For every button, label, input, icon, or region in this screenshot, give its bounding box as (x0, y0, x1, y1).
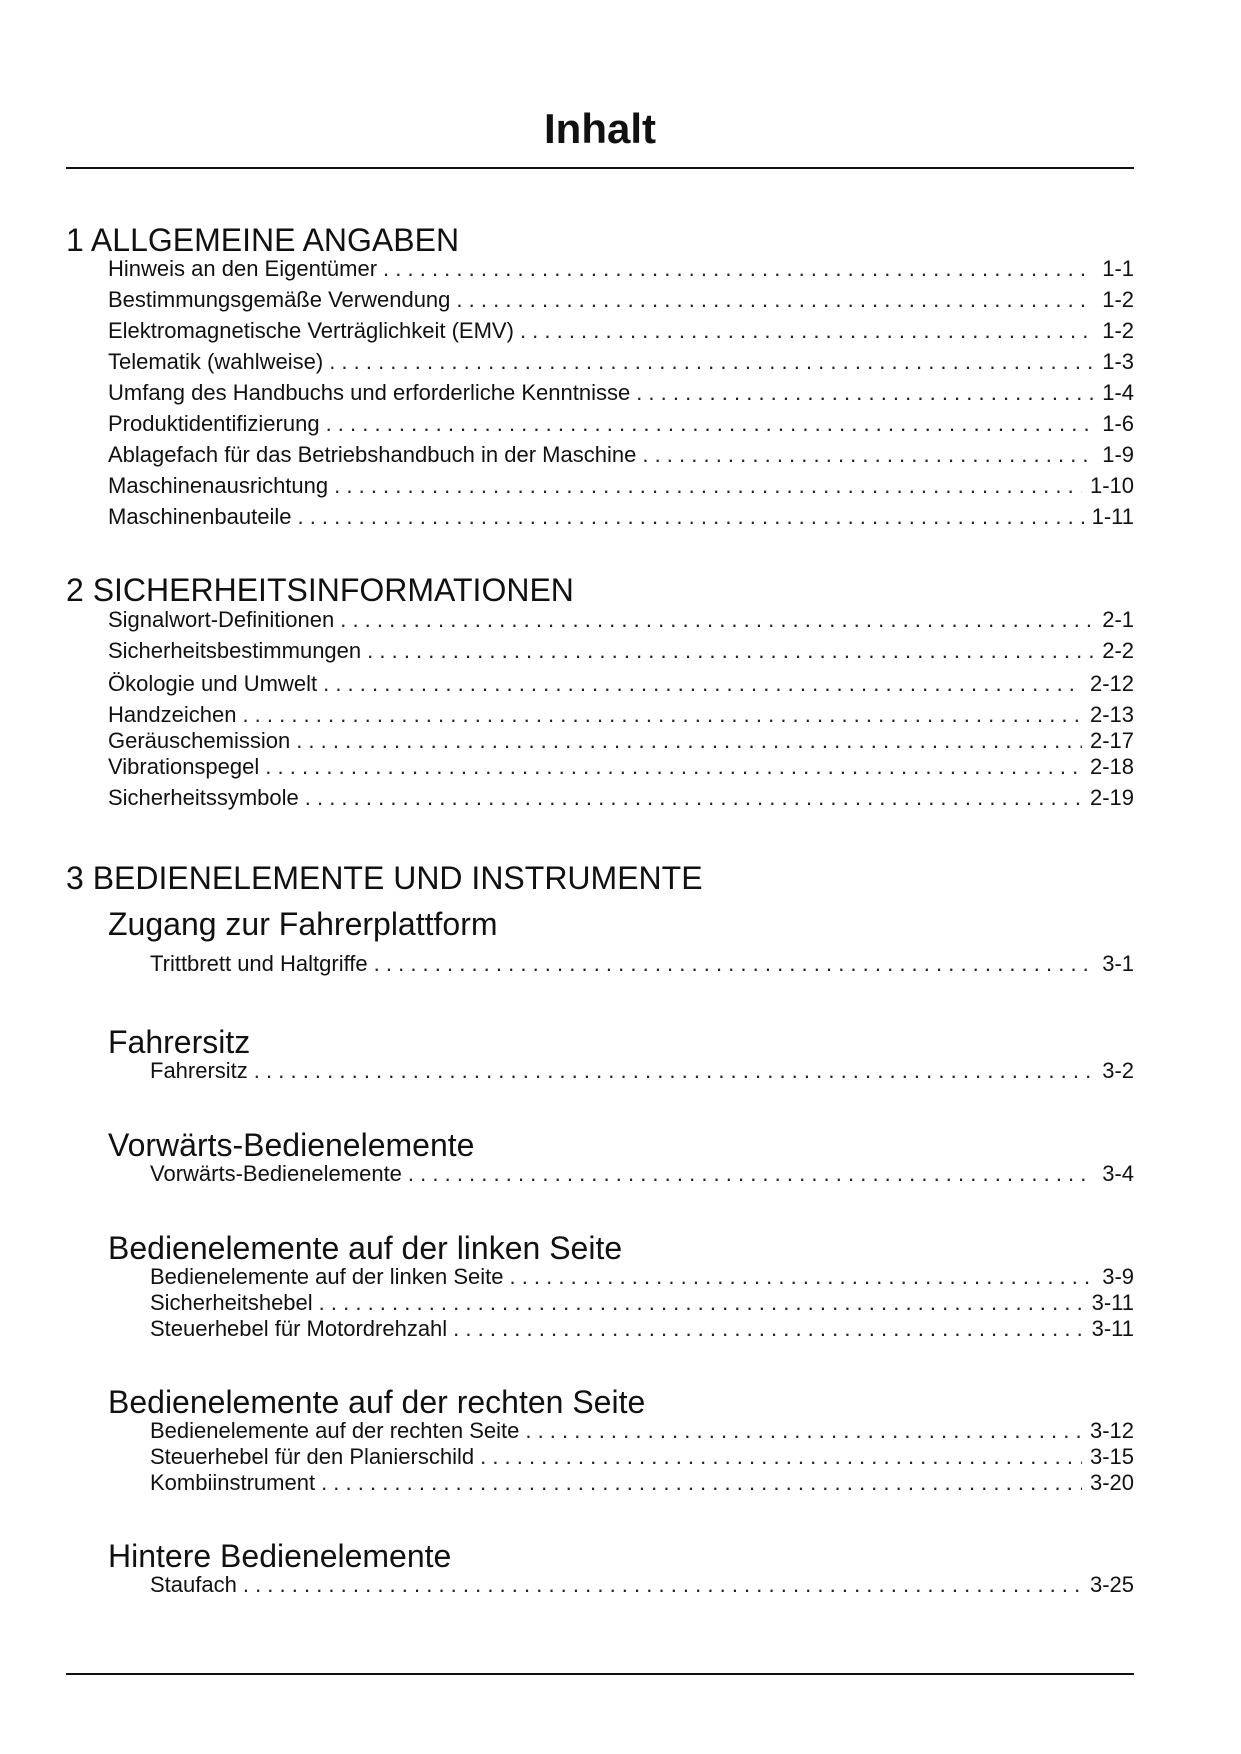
toc-entry[interactable] (108, 287, 1134, 313)
toc-entry[interactable] (108, 256, 1134, 282)
toc-entry-label: Geräuschemission (108, 728, 291, 753)
toc-entry[interactable] (108, 473, 1134, 499)
dot-leader (319, 1290, 1084, 1316)
toc-entry-label: Handzeichen (108, 702, 237, 727)
toc-entry-page: 2-1 (1102, 607, 1134, 632)
toc-entry-label: Ökologie und Umwelt (108, 671, 318, 696)
toc-entry-label: Bedienelemente auf der linken Seite (150, 1264, 504, 1289)
toc-entry-label: Sicherheitsbestimmungen (108, 638, 362, 663)
toc-entry-page: 1-2 (1102, 318, 1134, 343)
toc-entry[interactable] (150, 1316, 1134, 1342)
toc-entry-label: Staufach (150, 1572, 237, 1597)
toc-entry[interactable] (108, 671, 1134, 697)
toc-entry-page: 3-11 (1091, 1316, 1134, 1341)
toc-entry-label: Kombiinstrument (150, 1470, 316, 1495)
toc-entry-label: Bedienelemente auf der rechten Seite (150, 1418, 520, 1443)
dot-leader (525, 1418, 1082, 1444)
toc-entry[interactable] (150, 1470, 1134, 1496)
dot-leader (326, 411, 1095, 437)
top-divider (66, 167, 1134, 169)
dot-leader (520, 318, 1094, 344)
toc-entry-page: 2-13 (1089, 702, 1134, 727)
toc-entry-label: Telematik (wahlweise) (108, 349, 324, 374)
toc-entry-page: 2-2 (1102, 638, 1134, 663)
toc-entry[interactable] (150, 1161, 1134, 1187)
toc-entry[interactable] (150, 951, 1134, 977)
toc-entry-label: Bestimmungsgemäße Verwendung (108, 287, 451, 312)
dot-leader (243, 1572, 1082, 1598)
dot-leader (329, 349, 1094, 375)
toc-entry-label: Vibrationspegel (108, 754, 260, 779)
toc-entry-page: 2-12 (1089, 671, 1134, 696)
dot-leader (453, 1316, 1083, 1342)
toc-entry-label: Fahrersitz (150, 1058, 248, 1083)
toc-entry-label: Elektromagnetische Verträglichkeit (EMV) (108, 318, 514, 343)
dot-leader (642, 442, 1094, 468)
toc-entry-page: 3-1 (1102, 951, 1134, 976)
toc-entry[interactable] (108, 785, 1134, 811)
dot-leader (323, 671, 1082, 697)
toc-entry[interactable] (108, 504, 1134, 530)
toc-entry-label: Vorwärts-Bedienelemente (150, 1161, 402, 1186)
toc-entry[interactable] (150, 1058, 1134, 1084)
toc-entry-page: 2-17 (1089, 728, 1134, 753)
toc-entry-label: Ablagefach für das Betriebshandbuch in der Maschine (108, 442, 637, 467)
toc-entry-label: Maschinenbauteile (108, 504, 292, 529)
toc-entry-page: 3-4 (1102, 1161, 1134, 1186)
toc-entry-label: Sicherheitssymbole (108, 785, 299, 810)
toc-entry[interactable] (108, 638, 1134, 664)
toc-entry-page: 3-12 (1089, 1418, 1134, 1443)
dot-leader (297, 504, 1083, 530)
toc-entry-page: 1-3 (1102, 349, 1134, 374)
dot-leader (242, 702, 1082, 728)
toc-entry-label: Umfang des Handbuchs und erforderliche Kenntnisse (108, 380, 631, 405)
bottom-divider (66, 1673, 1134, 1675)
dot-leader (296, 728, 1082, 754)
section-heading: Bedienelemente auf der linken Seite (108, 1230, 623, 1266)
toc-entry-label: Maschinenausrichtung (108, 473, 329, 498)
section-heading: Zugang zur Fahrerplattform (108, 906, 498, 942)
dot-leader (340, 607, 1094, 633)
toc-entry-label: Hinweis an den Eigentümer (108, 256, 378, 281)
toc-entry[interactable] (108, 728, 1134, 754)
toc-entry[interactable] (108, 702, 1134, 728)
toc-entry-label: Produktidentifizierung (108, 411, 320, 436)
toc-entry-label: Steuerhebel für Motordrehzahl (150, 1316, 448, 1341)
toc-entry-page: 1-1 (1102, 256, 1134, 281)
toc-entry[interactable] (150, 1264, 1134, 1290)
toc-entry[interactable] (150, 1444, 1134, 1470)
chapter-heading-1: 1 ALLGEMEINE ANGABEN (66, 222, 460, 258)
section-heading: Vorwärts-Bedienelemente (108, 1127, 475, 1163)
toc-entry-page: 3-2 (1102, 1058, 1134, 1083)
toc-entry-page: 3-9 (1102, 1264, 1134, 1289)
toc-entry-page: 1-10 (1089, 473, 1134, 498)
toc-entry-page: 3-15 (1089, 1444, 1134, 1469)
dot-leader (456, 287, 1094, 313)
toc-entry-label: Trittbrett und Haltgriffe (150, 951, 368, 976)
toc-entry-label: Steuerhebel für den Planierschild (150, 1444, 475, 1469)
toc-entry-page: 3-11 (1091, 1290, 1134, 1315)
section-heading: Fahrersitz (108, 1024, 251, 1060)
chapter-heading-2: 2 SICHERHEITSINFORMATIONEN (66, 572, 574, 608)
dot-leader (636, 380, 1094, 406)
toc-entry-label: Sicherheitshebel (150, 1290, 313, 1315)
toc-entry-page: 2-19 (1089, 785, 1134, 810)
toc-entry-page: 1-6 (1102, 411, 1134, 436)
dot-leader (480, 1444, 1082, 1470)
chapter-heading-3: 3 BEDIENELEMENTE UND INSTRUMENTE (66, 860, 703, 896)
toc-entry[interactable] (108, 607, 1134, 633)
toc-entry[interactable] (150, 1290, 1134, 1316)
toc-entry-label: Signalwort-Definitionen (108, 607, 335, 632)
toc-entry-page: 1-2 (1102, 287, 1134, 312)
dot-leader (408, 1161, 1094, 1187)
toc-entry-page: 3-25 (1089, 1572, 1134, 1597)
toc-entry[interactable] (150, 1572, 1134, 1598)
dot-leader (367, 638, 1094, 664)
toc-entry-page: 1-4 (1102, 380, 1134, 405)
toc-entry[interactable] (108, 318, 1134, 344)
dot-leader (321, 1470, 1082, 1496)
dot-leader (265, 754, 1082, 780)
dot-leader (334, 473, 1082, 499)
toc-entry-page: 1-9 (1102, 442, 1134, 467)
toc-entry[interactable] (108, 349, 1134, 375)
page-title: Inhalt (544, 105, 656, 152)
dot-leader (374, 951, 1095, 977)
dot-leader (305, 785, 1082, 811)
toc-entry[interactable] (108, 442, 1134, 468)
toc-entry-page: 2-18 (1089, 754, 1134, 779)
toc-entry-page: 1-11 (1091, 504, 1134, 529)
toc-entry[interactable] (150, 1418, 1134, 1444)
section-heading: Hintere Bedienelemente (108, 1538, 452, 1574)
dot-leader (254, 1058, 1094, 1084)
toc-entry[interactable] (108, 411, 1134, 437)
dot-leader (383, 256, 1094, 282)
toc-entry-page: 3-20 (1089, 1470, 1134, 1495)
dot-leader (509, 1264, 1094, 1290)
toc-entry[interactable] (108, 754, 1134, 780)
section-heading: Bedienelemente auf der rechten Seite (108, 1384, 646, 1420)
toc-entry[interactable] (108, 380, 1134, 406)
